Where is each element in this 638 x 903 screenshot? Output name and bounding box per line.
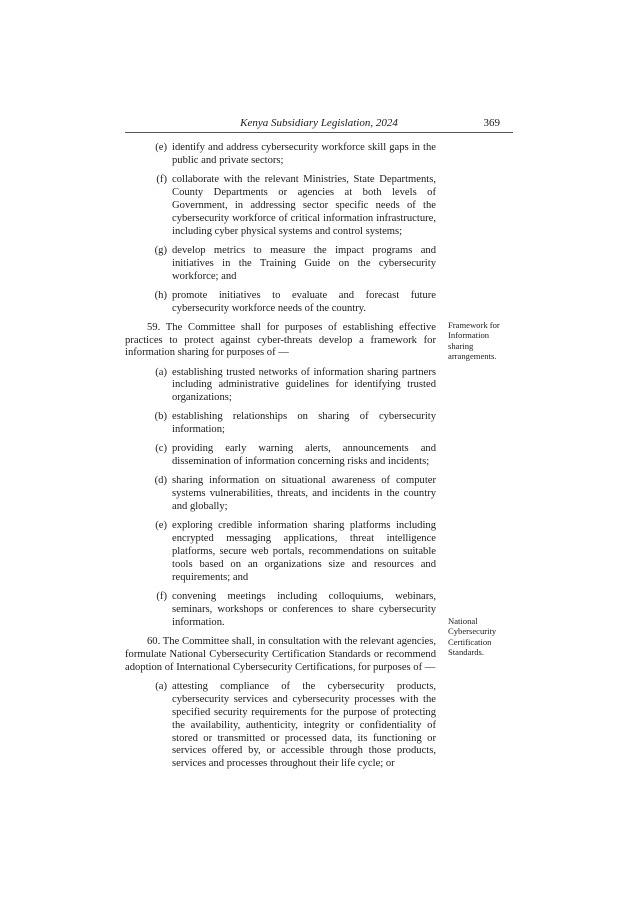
item-text: collaborate with the relevant Ministries, State Departments, County Departments or agencies at both levels of Government, in addressing sector specific needs of the cybersecurity workforce of critical information infrastructure, including cyber physical systems and control systems; <box>172 174 436 237</box>
item-text: identify and address cybersecurity workforce skill gaps in the public and private sectors; <box>172 142 436 166</box>
item-text: establishing trusted networks of information sharing partners including administrative guidelines for identifying trusted organizations; <box>172 366 436 404</box>
list-item <box>125 245 436 284</box>
list-item <box>125 411 436 437</box>
item-label: (e) <box>155 520 167 532</box>
page-number: 369 <box>483 117 500 129</box>
item-label: (c) <box>155 443 167 455</box>
item-text: establishing relationships on sharing of cybersecurity information; <box>172 411 436 436</box>
list-item <box>125 681 436 771</box>
marginal-note-60: National Cybersecurity Certification Standards. <box>448 616 497 658</box>
item-text: exploring credible information sharing platforms including encrypted messaging applications, threat intelligence platforms, secure web portals, recommendations on suitable tools based on an organizations size and resources and requirements; and <box>172 520 436 583</box>
list-item <box>125 142 436 168</box>
list-item <box>125 475 436 514</box>
list-item <box>125 443 436 469</box>
item-text: develop metrics to measure the impact programs and initiatives in the Training Guide on the cybersecurity workforce; and <box>172 244 436 282</box>
body-text <box>125 142 436 777</box>
marginal-note-59: Framework for Information sharing arrangements. <box>448 320 500 362</box>
item-label: (f) <box>156 174 167 185</box>
item-text: convening meetings including colloquiums, webinars, seminars, workshops or conferences to share cybersecurity information. <box>172 591 436 628</box>
item-label: (g) <box>154 244 167 256</box>
item-text: sharing information on situational awareness of computer systems vulnerabilities, threats, and incidents in the country and globally; <box>172 475 436 513</box>
item-label: (e) <box>155 142 167 153</box>
section-60-text: 60. The Committee shall, in consultation with the relevant agencies, formulate National Cybersecurity Certification Standards or recommend adoption of International Cybersecurity Certifications, for purposes of — <box>125 635 436 673</box>
list-item <box>125 520 436 585</box>
page-header <box>125 116 513 130</box>
list-item <box>125 174 436 239</box>
item-label: (d) <box>154 475 167 487</box>
item-label: (a) <box>155 366 167 378</box>
item-label: (h) <box>154 289 167 301</box>
section-59-text: 59. The Committee shall for purposes of establishing effective practices to protect against cyber-threats develop a framework for information sharing for purposes of — <box>125 321 436 359</box>
header-rule <box>125 132 513 133</box>
running-title: Kenya Subsidiary Legislation, 2024 <box>240 117 398 129</box>
list-item <box>125 591 436 630</box>
item-label: (a) <box>155 680 167 692</box>
item-text: promote initiatives to evaluate and forecast future cybersecurity workforce needs of the country. <box>172 289 436 314</box>
item-text: attesting compliance of the cybersecurity products, cybersecurity services and cybersecurity processes with the specified security requirements for the purpose of protecting the availability, authenticity, integrity or confidentiality of stored or transmitted or processed data, its functioning or services offered by, or accessible through those products, services and processes throughout their life cycle; or <box>172 680 436 770</box>
list-item <box>125 367 436 406</box>
list-item <box>125 290 436 316</box>
item-label: (f) <box>156 591 167 603</box>
item-text: providing early warning alerts, announcements and dissemination of information concerning risks and incidents; <box>172 443 436 468</box>
item-label: (b) <box>154 411 167 423</box>
